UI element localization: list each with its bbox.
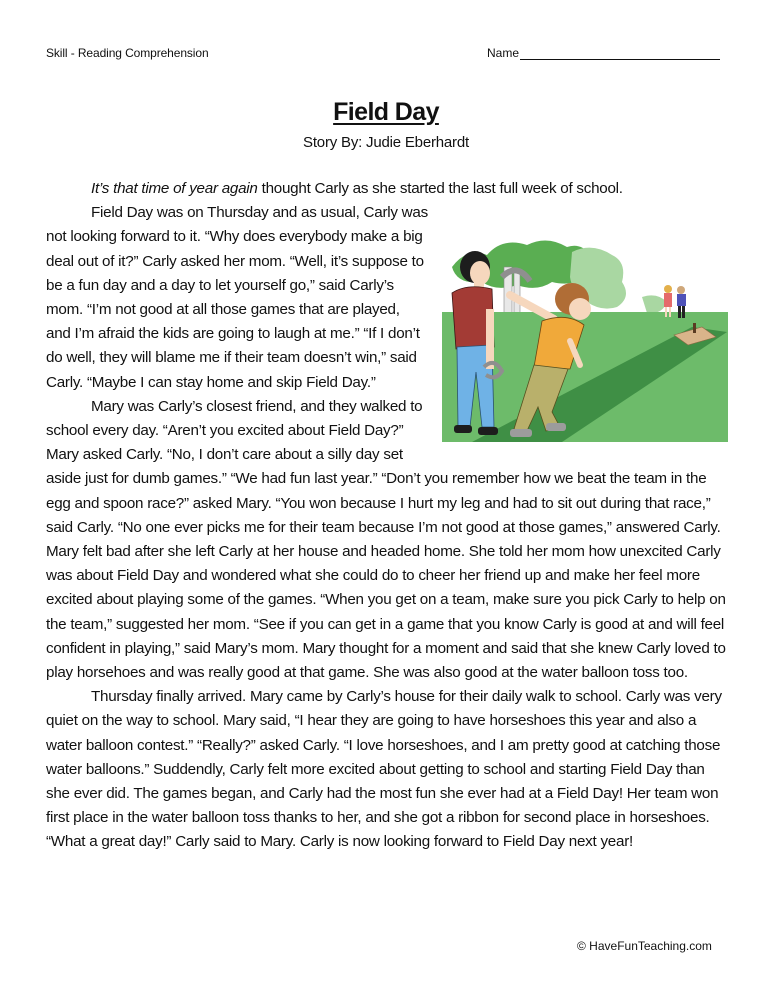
story-paragraph-2: Field Day was on Thursday and as usual, Carly was not looking forward to it. “Why does everybody make a big deal out of it?” Carly asked her mom. “Well, it’s suppose to be a fun day and a day to let yourself go,” said Carly’s mom. “I’m not good at all those games that are played, and I’m afraid the kids are going to laugh at me.” “If I don’t do well, they will blame me if their team doesn’t win,” said Carly. “Maybe I can stay home and skip Field Day.”: [46, 204, 428, 391]
skill-label: Skill - Reading Comprehension: [46, 46, 209, 60]
name-field[interactable]: [487, 46, 720, 60]
name-blank-line[interactable]: [520, 46, 720, 60]
story-paragraph-3: Mary was Carly’s closest friend, and they walked to school every day. “Aren’t you excited about Field Day?” Mary asked Carly. “No, I don’t care about a silly day set aside just for dumb games.” “We had fun last year.” “Don’t you remember how we beat the team in the egg and spoon race?” asked Mary. “You won because I hurt my leg and had to sit out during that race,” said Carly. “No one ever picks me for their team because I’m not good at those games,” answered Carly. Mary felt bad after she left Carly at her house and headed home. She told her mom how unexcited Carly was about Field Day and wondered what she could do to cheer her friend up and make her feel more excited about playing some of the games. “When you get on a team, make sure you pick Carly to help on the team,” suggested her mom. “See if you can get in a game that you know Carly is good at and will feel confident in playing,” said Mary’s mom. Mary thought for a moment and said that she knew Carly loved to play horsehoes and was really good at that game. She was also good at the water balloon toss too.: [46, 397, 726, 682]
story-paragraph-4: Thursday finally arrived. Mary came by Carly’s house for their daily walk to school. Carly was very quiet on the way to school. Mary said, “I hear they are going to have horseshoes this year and also a water balloon contest.” “Really?” asked Carly. “I love horseshoes, and I am pretty good at catching those water balloons.” Suddendly, Carly felt more excited about getting to school and starting Field Day than she ever did. The games began, and Carly had the most fun she ever had at a Field Day! Her team won first place in the water balloon toss thanks to her, and she got a ribbon for second place in horseshoes. “What a great day!” Carly said to Mary. Carly is now looking forward to Field Day next year!: [46, 688, 722, 851]
horseshoes-scene-icon: [442, 237, 728, 442]
horseshoes-illustration: [442, 237, 728, 442]
italic-phrase: It’s that time of year again: [91, 180, 258, 197]
story-paragraph-1: It’s that time of year again thought Carly as she started the last full week of school.: [91, 180, 623, 197]
story-title: Field Day: [333, 98, 439, 126]
story-byline: Story By: Judie Eberhardt: [303, 134, 469, 151]
name-label: Name: [487, 46, 520, 60]
copyright-footer: © HaveFunTeaching.com: [577, 939, 712, 953]
story-body: [46, 177, 728, 855]
